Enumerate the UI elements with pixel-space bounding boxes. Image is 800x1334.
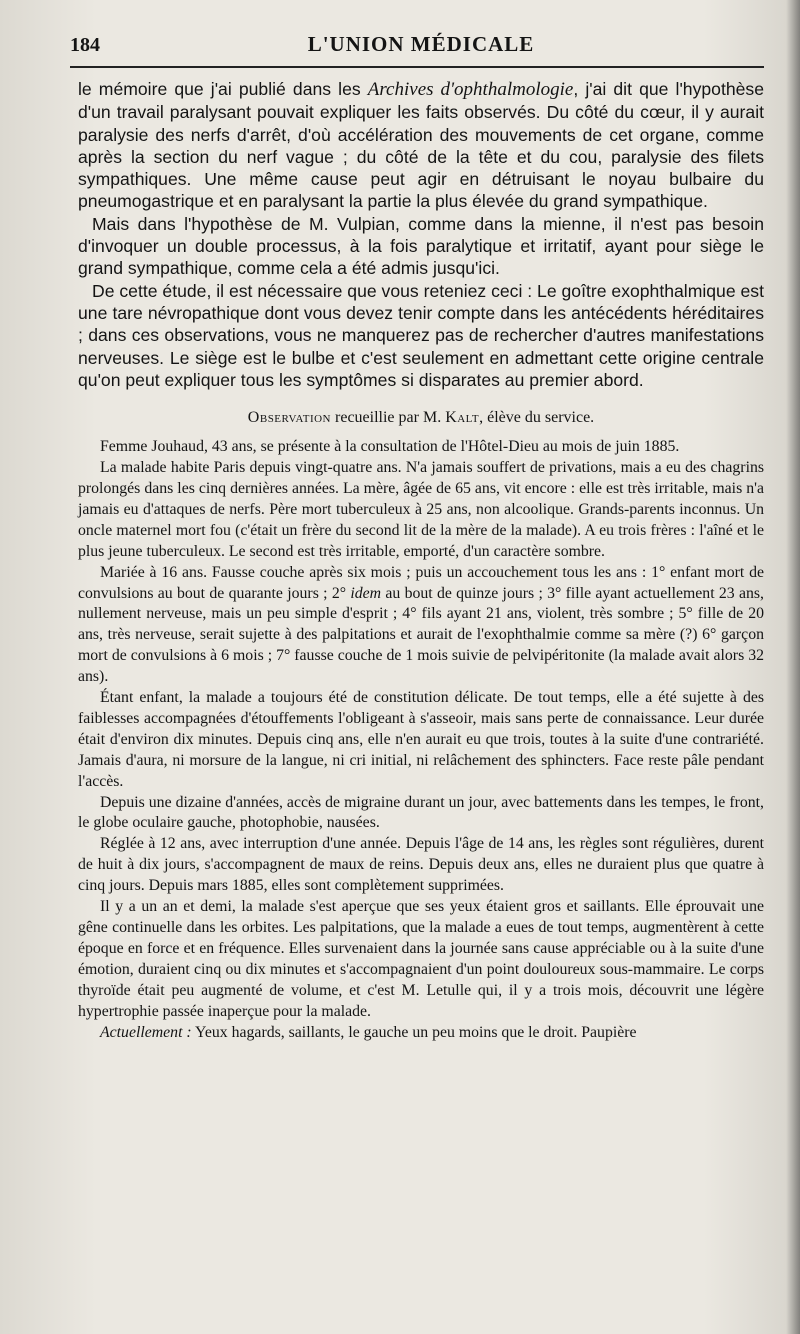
page-number: 184 bbox=[70, 34, 100, 56]
case-paragraph-6: Réglée à 12 ans, avec interruption d'une année. Depuis l'âge de 14 ans, les règles sont régulières, durent de huit à dix jours, s'accompagnent de maux de reins. Depuis deux ans, elles ne duraient plus que quatre à cinq jours. Depuis mars 1885, elles sont complètement supprimées. bbox=[78, 835, 764, 895]
case-paragraph-7: Il y a un an et demi, la malade s'est aperçue que ses yeux étaient gros et saillants. Elle éprouvait une gêne continuelle dans les orbites. Les palpitations, que la malade a eues de tout temps, augmentèrent à cette époque en force et en fréquence. Elles survenaient dans la journée sans cause appréciable ou à la suite d'une émotion, duraient cinq ou dix minutes et s'accompagnaient d'un point douloureux sous-mammaire. Le corps thyroïde était peu augmenté de volume, et c'est M. Letulle qui, il y a trois mois, découvrit une légère hypertrophie passée inaperçue pour la malade. bbox=[78, 898, 764, 1020]
journal-citation: Archives d'ophthalmologie bbox=[367, 79, 574, 100]
case-paragraph-8: Actuellement : Yeux hagards, saillants, le gauche un peu moins que le droit. Paupière bbox=[100, 1023, 637, 1041]
running-head bbox=[70, 28, 764, 64]
intro-paragraph-3: De cette étude, il est nécessaire que vous reteniez ceci : Le goître exophthalmique est une tare névropathique dont vous devez tenir compte dans les antécédents héréditaires ; dans ces observations, vous ne manquerez pas de rechercher d'autres manifestations nerveuses. Le siège est le bulbe et c'est seulement en admettant cette origine centrale qu'on peut expliquer tous les symptômes si disparates au premier abord. bbox=[78, 280, 764, 390]
page-gutter-shadow bbox=[786, 0, 800, 1334]
case-paragraph-1: Femme Jouhaud, 43 ans, se présente à la consultation de l'Hôtel-Dieu au mois de juin 1885. bbox=[100, 438, 680, 456]
intro-paragraph-2: Mais dans l'hypothèse de M. Vulpian, comme dans la mienne, il n'est pas besoin d'invoquer un double processus, à la fois paralytique et irritatif, ayant pour siège le grand sympathique, comme cela a été admis jusqu'ici. bbox=[78, 213, 764, 279]
case-paragraph-3: Mariée à 16 ans. Fausse couche après six mois ; puis un accouchement tous les ans : 1° enfant mort de convulsions au bout de quarante jours ; 2° idem au bout de quinze jours ; 3° fille ayant actuellement 23 ans, nullement nerveuse, mais un peu simple d'esprit ; 4° fils ayant 21 ans, violent, très sombre ; 5° fille de 20 ans, très nerveuse, serait sujette à des palpitations et aurait de l'exophthalmie comme sa mère (?) 6° garçon mort de convulsions à 6 mois ; 7° fausse couche de 1 mois suivie de pelvipéritonite (la malade avait alors 32 ans). bbox=[78, 563, 764, 686]
case-paragraph-4: Étant enfant, la malade a toujours été de constitution délicate. De tout temps, elle a été sujette à des faiblesses accompagnées d'étouffements l'obligeant à s'asseoir, mais sans perte de connaissance. Leur durée était d'environ dix minutes. Depuis cinq ans, elle n'en aurait eu que trois, toutes à la suite d'une contrariété. Jamais d'aura, ni morsure de la langue, ni cri initial, ni relâchement des sphincters. Face reste pâle pendant l'accès. bbox=[78, 689, 764, 790]
lecture-conclusion bbox=[78, 78, 764, 391]
case-report bbox=[78, 437, 764, 1043]
case-paragraph-2: La malade habite Paris depuis vingt-quatre ans. N'a jamais souffert de privations, mais a eu des chagrins prolongés dans les cinq dernières années. La mère, âgée de 65 ans, vit encore : elle est très irritable, mais n'a jamais eu d'attaques de nerfs. Père mort tuberculeux à 25 ans, non alcoolique. Grands-parents inconnus. Un oncle maternel mort fou (c'était un frère du second lit de la mère de la malade). A eu trois frères : l'aîné et le plus jeune tuberculeux. Le second est très irritable, emporté, d'un caractère sombre. bbox=[78, 459, 764, 560]
case-paragraph-5: Depuis une dizaine d'années, accès de migraine durant un jour, avec battements dans les tempes, le front, le globe oculaire gauche, photophobie, nausées. bbox=[78, 793, 764, 832]
header-rule bbox=[70, 66, 764, 68]
observation-heading: Observation recueillie par M. Kalt, élève du service. bbox=[247, 409, 595, 427]
intro-paragraph-1: le mémoire que j'ai publié dans les Archives d'ophthalmologie, j'ai dit que l'hypothèse d'un travail paralysant pouvait expliquer les faits observés. Du côté du cœur, il y aurait paralysie des nerfs d'arrêt, d'où accélération des mouvements de cet organe, comme après la section du nerf vague ; du côté de la tête et du cou, paralysie des filets sympathiques. Une même cause peut agir en détruisant le noyau bulbaire du pneumogastrique et en paralysant la partie la plus élevée du grand sympathique. bbox=[78, 79, 764, 212]
journal-title: L'UNION MÉDICALE bbox=[307, 32, 535, 56]
